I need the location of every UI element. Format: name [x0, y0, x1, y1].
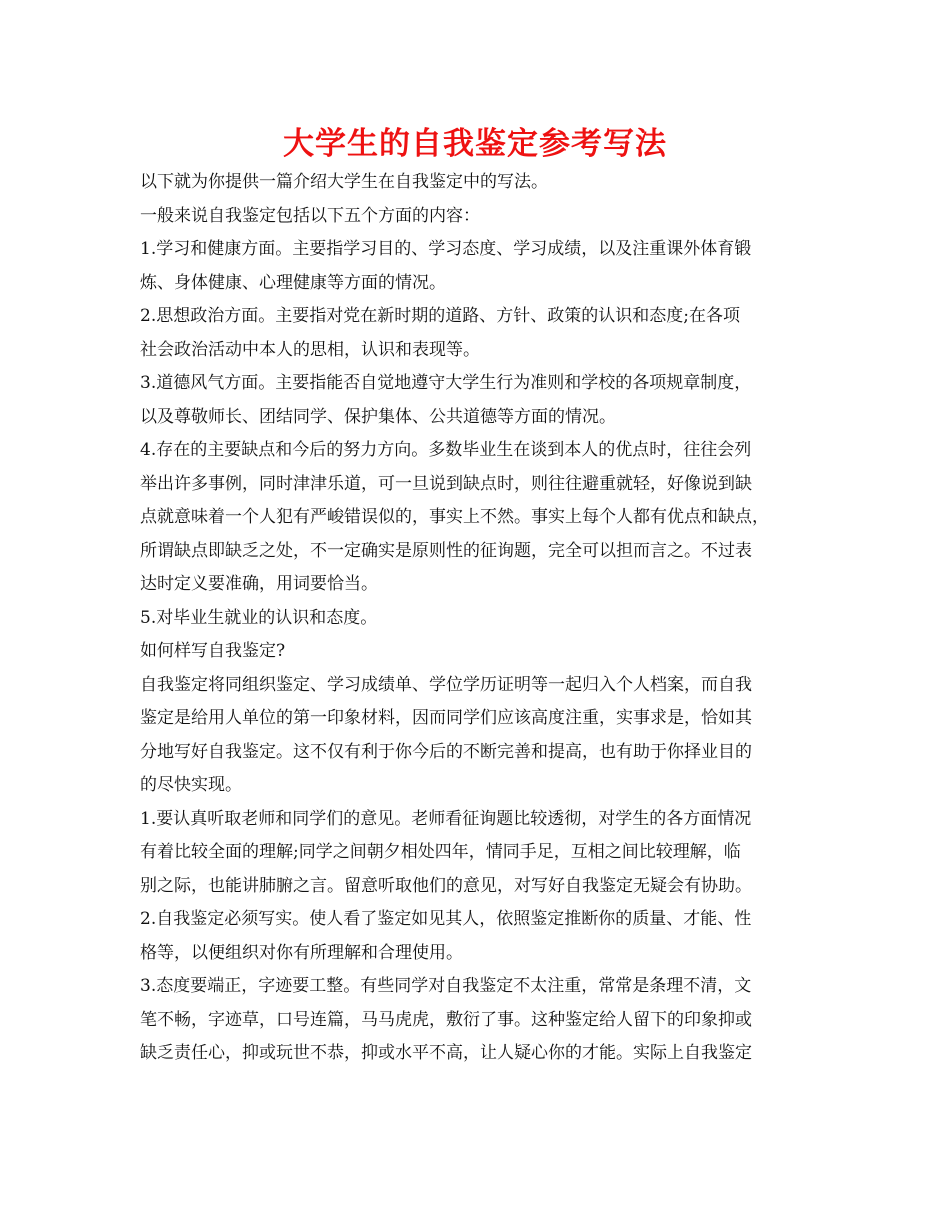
text-line: 1.学习和健康方面。主要指学习目的、学习态度、学习成绩，以及注重课外体育锻: [140, 239, 752, 259]
text-line: 格等，以便组织对你有所理解和合理使用。: [140, 942, 463, 963]
text-line: 5.对毕业生就业的认识和态度。: [140, 607, 378, 628]
document-body: [140, 166, 820, 1071]
text-line: 有着比较全面的理解;同学之间朝夕相处四年，情同手足，互相之间比较理解，临: [140, 842, 741, 862]
text-line: 点就意味着一个人犯有严峻错误似的，事实上不然。事实上每个人都有优点和缺点，: [140, 507, 769, 527]
text-line: 的尽快实现。: [140, 775, 242, 795]
text-line: 分地写好自我鉴定。这不仅有利于你今后的不断完善和提高，也有助于你择业目的: [140, 741, 752, 762]
text-line: 1.要认真听取老师和同学们的意见。老师看征询题比较透彻，对学生的各方面情况: [140, 808, 752, 829]
text-line: 炼、身体健康、心理健康等方面的情况。: [140, 272, 446, 293]
text-line: 达时定义要准确，用词要恰当。: [140, 574, 378, 594]
text-line: 3.道德风气方面。主要指能否自觉地遵守大学生行为准则和学校的各项规章制度，: [140, 373, 752, 393]
text-line: 一般来说自我鉴定包括以下五个方面的内容：: [140, 205, 480, 226]
text-line: 3.态度要端正，字迹要工整。有些同学对自我鉴定不太注重，常常是条理不清，文: [140, 976, 752, 996]
text-line: 自我鉴定将同组织鉴定、学习成绩单、学位学历证明等一起归入个人档案，而自我: [140, 674, 752, 695]
text-line: 笔不畅，字迹草，口号连篇，马马虎虎，敷衍了事。这种鉴定给人留下的印象抑或: [140, 1009, 752, 1030]
text-line: 别之际，也能讲肺腑之言。留意听取他们的意见，对写好自我鉴定无疑会有协助。: [140, 875, 752, 896]
text-line: 举出许多事例，同时津津乐道，可一旦说到缺点时，则往往避重就轻，好像说到缺: [140, 473, 752, 494]
text-line: 4.存在的主要缺点和今后的努力方向。多数毕业生在谈到本人的优点时，往往会列: [140, 440, 752, 460]
document-title: 大学生的自我鉴定参考写法: [283, 126, 667, 162]
text-line: 社会政治活动中本人的思相，认识和表现等。: [140, 339, 480, 360]
text-line: 如何样写自我鉴定?: [140, 641, 286, 661]
text-line: 以及尊敬师长、团结同学、保护集体、公共道德等方面的情况。: [140, 406, 616, 427]
text-line: 以下就为你提供一篇介绍大学生在自我鉴定中的写法。: [140, 172, 548, 192]
text-line: 缺乏责任心，抑或玩世不恭，抑或水平不高，让人疑心你的才能。实际上自我鉴定: [140, 1043, 752, 1063]
text-line: 所谓缺点即缺乏之处，不一定确实是原则性的征询题，完全可以担而言之。不过表: [140, 540, 752, 561]
text-line: 2.思想政治方面。主要指对党在新时期的道路、方针、政策的认识和态度;在各项: [140, 306, 740, 326]
text-line: 2.自我鉴定必须写实。使人看了鉴定如见其人，依照鉴定推断你的质量、才能、性: [140, 909, 752, 929]
text-line: 鉴定是给用人单位的第一印象材料，因而同学们应该高度注重，实事求是，恰如其: [140, 708, 752, 728]
